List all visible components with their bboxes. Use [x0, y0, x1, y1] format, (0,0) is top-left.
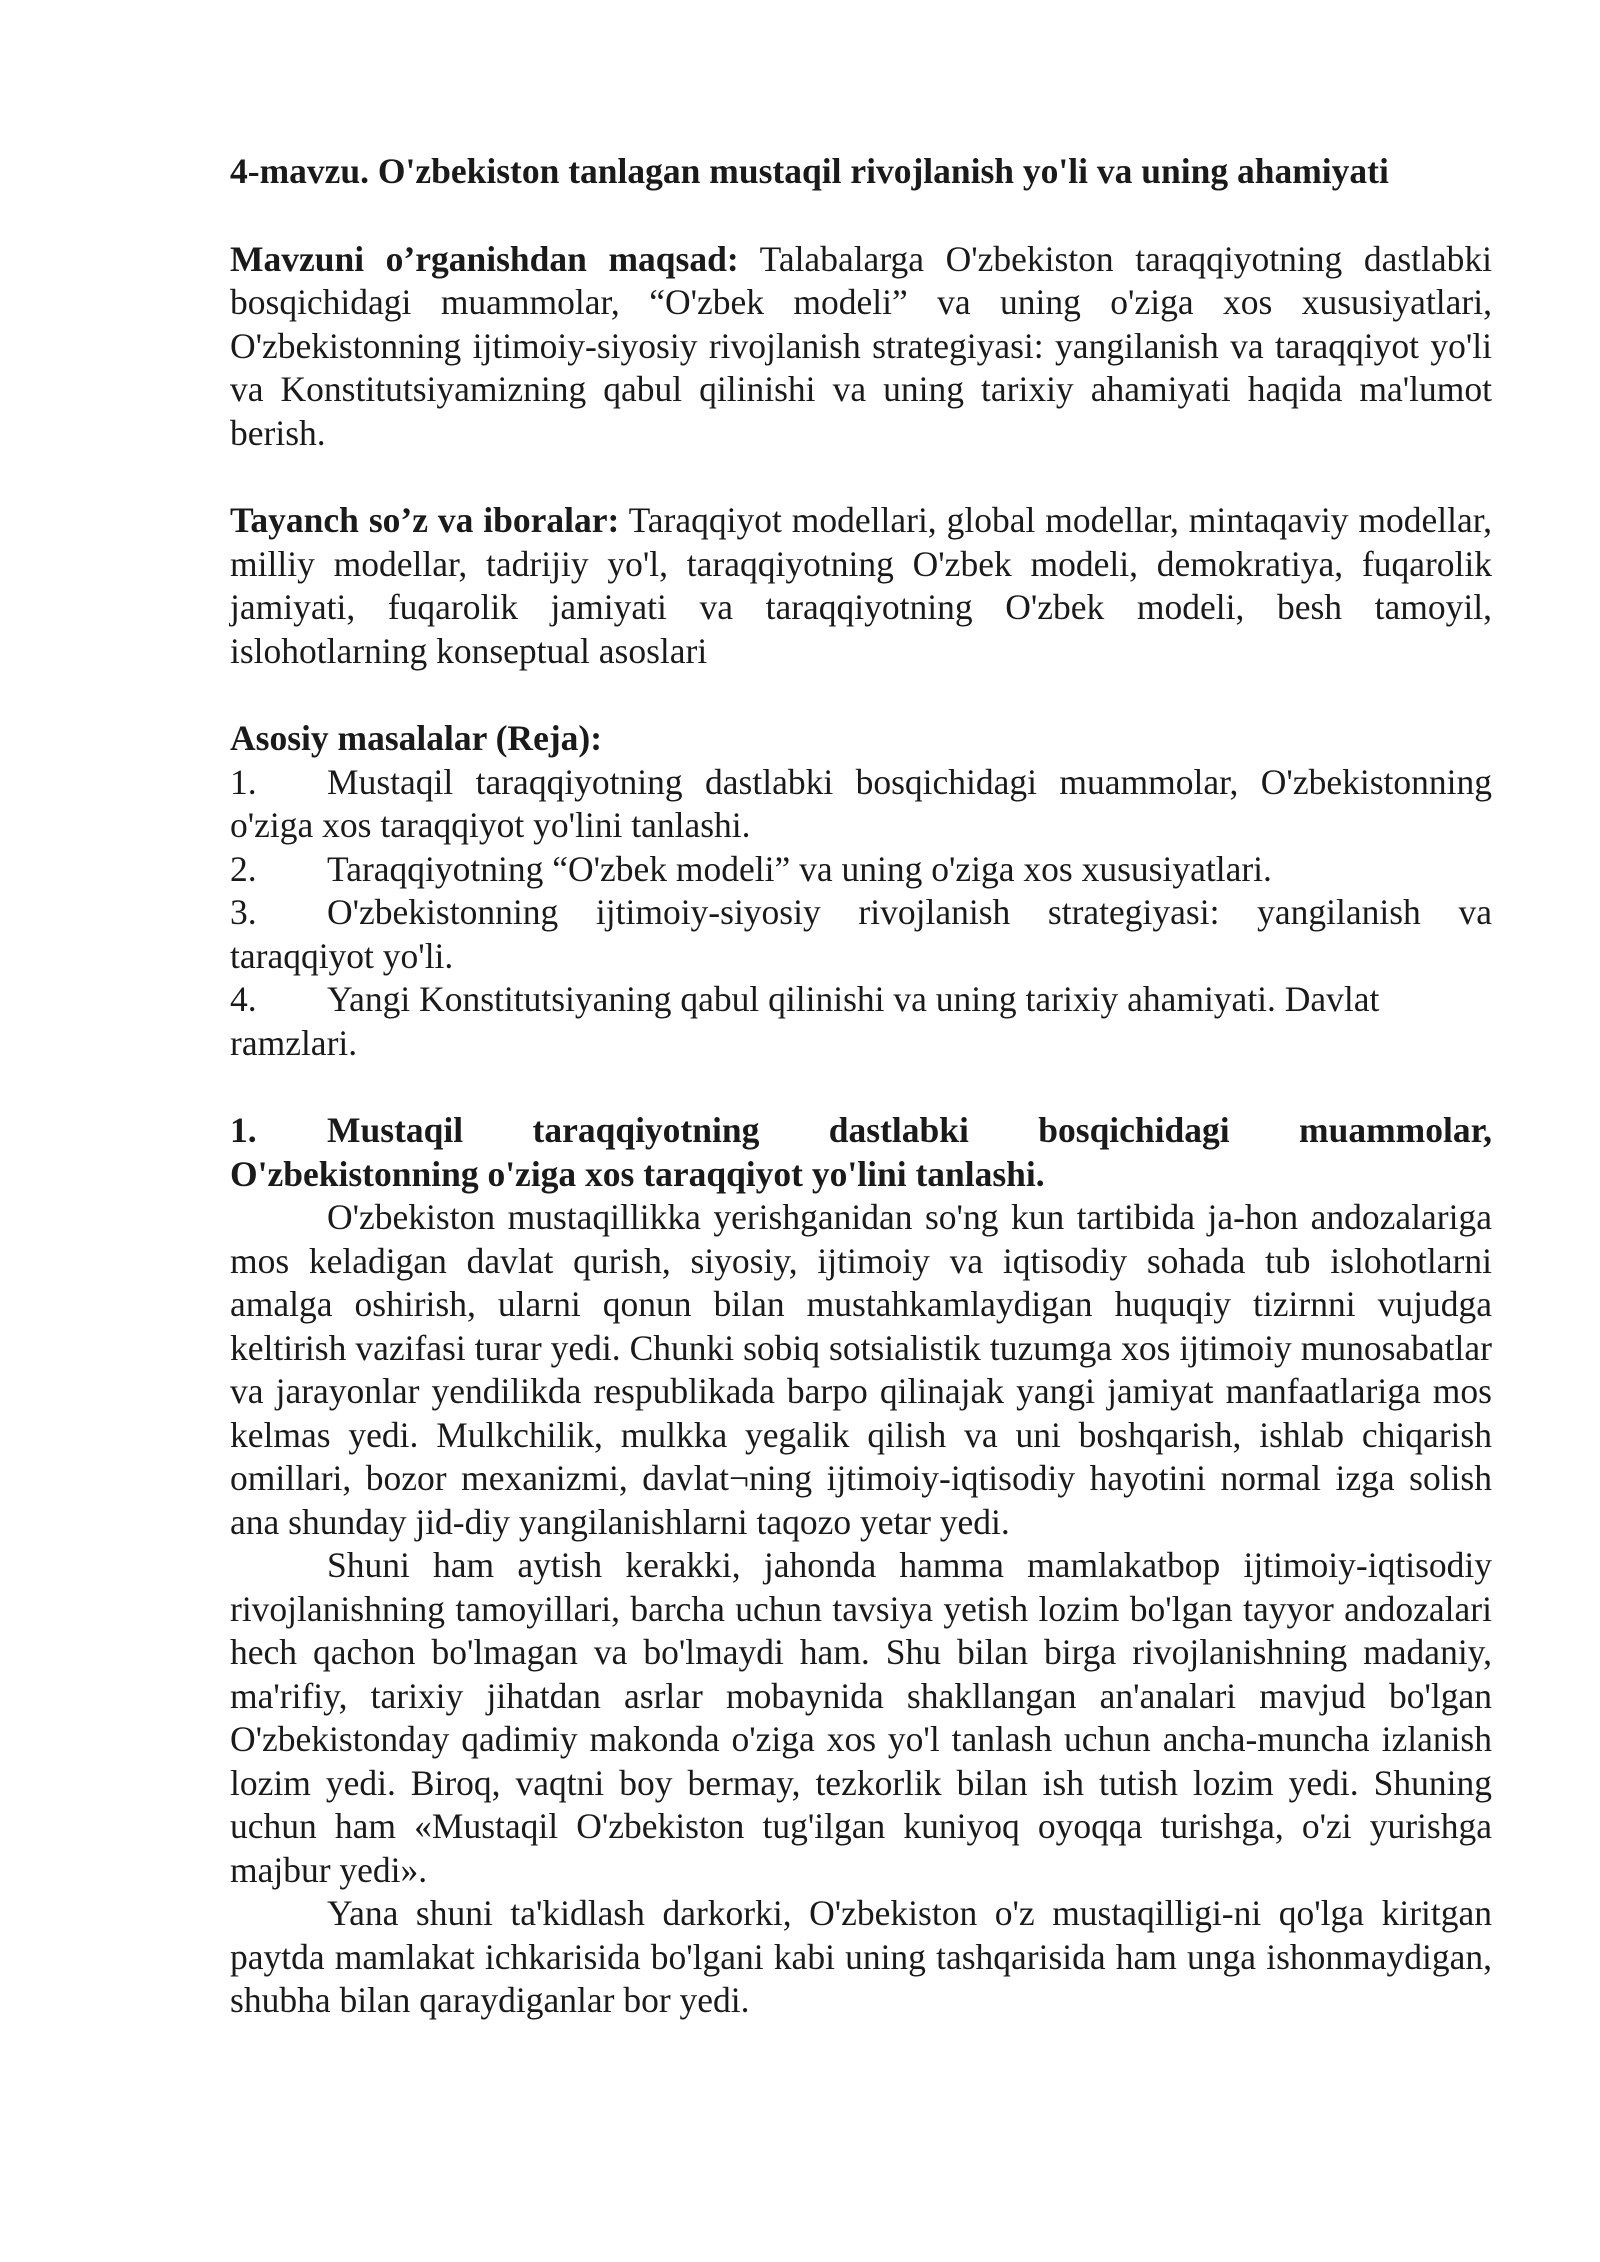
keywords-text: Taraqqiyot modellari, global modellar, mintaqaviy modellar, milliy modellar, tadrijiy yo'l, taraqqiyotning O'zbek modeli, demokratiya, fuqarolik jamiyati, fuqarolik jamiyati va taraqqiyotning O'zbek modeli, besh tamoyil, islohotlarning konseptual asoslari [230, 500, 1492, 671]
body-paragraph: O'zbekiston mustaqillikka yerishganidan so'ng kun tartibida ja-hon andozalariga mos keladigan davlat qurish, siyosiy, ijtimoiy va iqtisodiy sohada tub islohotlarni amalga oshirish, ularni qonun bilan mustahkamlaydigan huquqiy tizirnni vujudga keltirish vazifasi turar yedi. Chunki sobiq sotsialistik tuzumga xos ijtimoiy munosabatlar va jarayonlar yendilikda respublikada barpo qilinajak yangi jamiyat manfaatlariga mos kelmas yedi. Mulkchilik, mulkka yegalik qilish va uni boshqarish, ishlab chiqarish omillari, bozor mexanizmi, davlat¬ning ijtimoiy-iqtisodiy hayotini normal izga solish ana shunday jid-diy yangilanishlarni taqozo yetar yedi. [230, 1197, 1492, 1542]
plan-item-number: 2. [230, 848, 257, 889]
plan-item-number: 1. [230, 761, 257, 802]
section-heading-text: Mustaqil taraqqiyotning dastlabki bosqichidagi muammolar, O'zbekistonning o'ziga xos taraqqiyot yo'lini tanlashi. [230, 1110, 1492, 1194]
spacer [230, 455, 1492, 499]
goal-paragraph [230, 238, 1492, 456]
goal-text: Talabalarga O'zbekiston taraqqiyotning dastlabki bosqichidagi muammolar, “O'zbek modeli” va uning o'ziga xos xususiyatlari, O'zbekistonning ijtimoiy-siyosiy rivojlanish strategiyasi: yangilanish va taraqqiyot yo'li va Konstitutsiyamizning qabul qilinishi va uning tarixiy ahamiyati haqida ma'lumot berish. [230, 238, 1492, 453]
keywords-label: Tayanch so’z va iboralar: [230, 500, 620, 540]
plan-item-number: 4. [230, 979, 257, 1019]
plan-item-text: Yangi Konstitutsiyaning qabul qilinishi va uning tarixiy ahamiyati. Davlat ramzlari. [230, 979, 1380, 1063]
plan-item-text: Taraqqiyotning “O'zbek modeli” va uning o'ziga xos xususiyatlari. [327, 848, 1272, 889]
plan-item [230, 891, 1492, 978]
spacer [230, 194, 1492, 238]
plan-item [230, 761, 1492, 848]
section-number: 1. [230, 1110, 257, 1150]
plan-item [230, 848, 1492, 892]
document-page [230, 150, 1492, 2023]
section-heading [230, 1109, 1492, 1196]
plan-item [230, 978, 1492, 1065]
plan-item-number: 3. [230, 892, 257, 932]
page-title: 4-mavzu. O'zbekiston tanlagan mustaqil rivojlanish yo'li va uning ahamiyati [230, 151, 1389, 191]
goal-label: Mavzuni o’rganishdan maqsad: [230, 238, 739, 279]
plan-item-text: Mustaqil taraqqiyotning dastlabki bosqichidagi muammolar, O'zbekistonning o'ziga xos taraqqiyot yo'lini tanlashi. [230, 761, 1492, 845]
body-paragraph: Yana shuni ta'kidlash darkorki, O'zbekiston o'z mustaqilligi-ni qo'lga kiritgan paytda mamlakat ichkarisida bo'lgani kabi uning tashqarisida ham unga ishonmaydigan, shubha bilan qaraydiganlar bor yedi. [230, 1893, 1492, 2020]
plan-heading: Asosiy masalalar (Reja): [230, 718, 603, 758]
spacer [230, 1065, 1492, 1109]
body-paragraph: Shuni ham aytish kerakki, jahonda hamma mamlakatbop ijtimoiy-iqtisodiy rivojlanishning tamoyillari, barcha uchun tavsiya yetish lozim bo'lgan tayyor andozalari hech qachon bo'lmagan va bo'lmaydi ham. Shu bilan birga rivojlanishning madaniy, ma'rifiy, tarixiy jihatdan asrlar mobaynida shakllangan an'analari mavjud bo'lgan O'zbekistonday qadimiy makonda o'ziga xos yo'l tanlash uchun ancha-muncha izlanish lozim yedi. Biroq, vaqtni boy bermay, tezkorlik bilan ish tutish lozim yedi. Shuning uchun ham «Mustaqil O'zbekiston tug'ilgan kuniyoq oyoqqa turishga, o'zi yurishga majbur yedi». [230, 1545, 1492, 1890]
spacer [230, 673, 1492, 717]
plan-item-text: O'zbekistonning ijtimoiy-siyosiy rivojlanish strategiyasi: yangilanish va taraqqiyot yo'li. [230, 892, 1492, 976]
keywords-paragraph [230, 499, 1492, 673]
